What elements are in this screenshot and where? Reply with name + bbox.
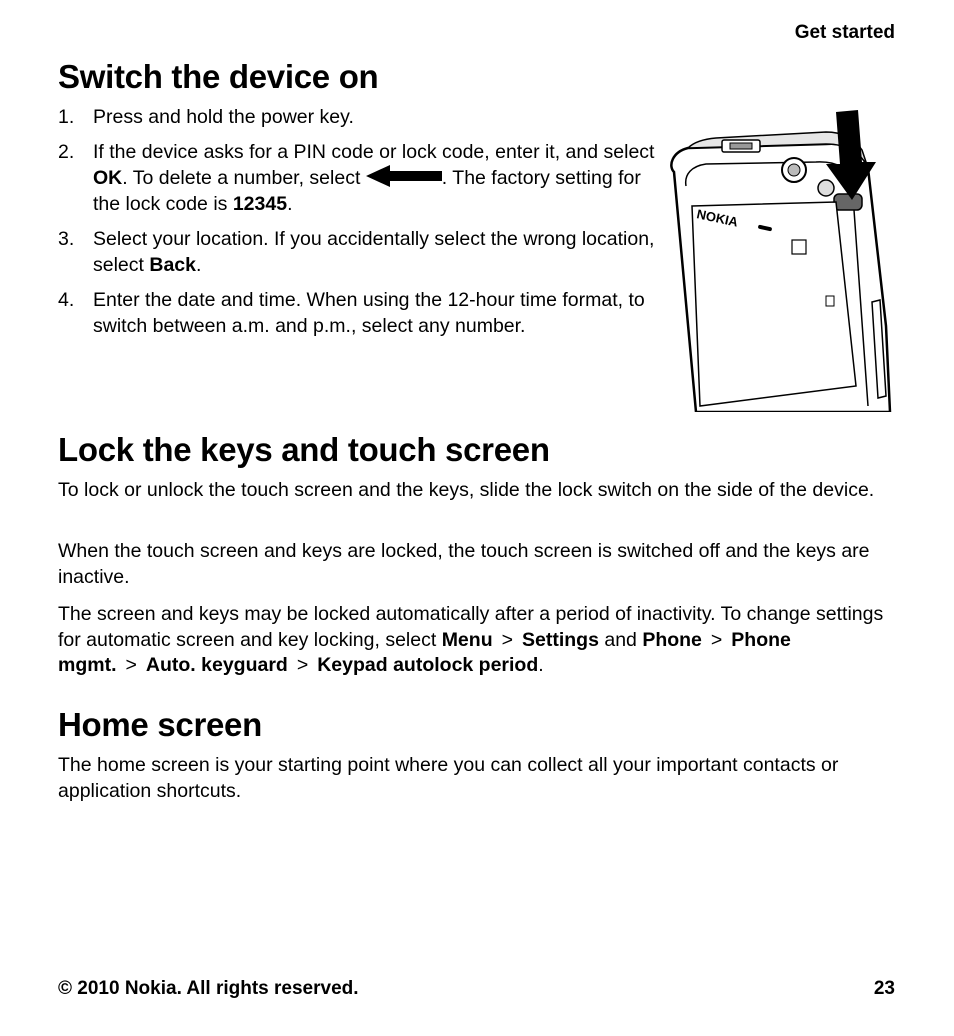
phone-power-key-illustration xyxy=(666,106,896,412)
step-number: 3. xyxy=(58,228,75,250)
lock-paragraph-3: The screen and keys may be locked automatically after a period of inactivity. To change settings for automatic screen and key locking, select Menu > Settings and Phone > Phone mgmt. > Auto. keyguard > Keypad autolock period. xyxy=(58,603,884,676)
menu-path-item: Settings xyxy=(522,628,599,651)
back-label: Back xyxy=(149,254,196,276)
menu-path-item: Phone xyxy=(642,628,702,651)
lock-code-value: 12345 xyxy=(232,193,288,215)
section-title-home-screen: Home screen xyxy=(58,706,262,743)
home-paragraph-1: The home screen is your starting point where you can collect all your important contacts or application shortcuts. xyxy=(58,754,839,802)
phone-logo: NOKIA xyxy=(695,206,740,230)
step-text: Enter the date and time. When using the 12-hour time format, to switch between a.m. and p.m., select any number. xyxy=(93,289,645,337)
list-item xyxy=(58,226,662,278)
steps-list xyxy=(58,104,662,348)
menu-path-item: Phone mgmt. xyxy=(58,628,791,676)
step-number: 4. xyxy=(58,289,75,311)
running-head: Get started xyxy=(794,22,895,43)
footer-copyright: © 2010 Nokia. All rights reserved. xyxy=(58,978,359,999)
step-text: Select your location. If you accidentally select the wrong location, select Back. xyxy=(93,228,655,276)
section-title-lock-keys: Lock the keys and touch screen xyxy=(58,431,550,468)
menu-path-item: Auto. keyguard xyxy=(145,654,288,676)
step-number: 1. xyxy=(58,106,75,128)
step-text: Press and hold the power key. xyxy=(93,106,354,128)
back-arrow-icon xyxy=(366,165,442,187)
menu-path-item: Menu xyxy=(441,628,493,651)
lock-paragraph-2: When the touch screen and keys are locked, the touch screen is switched off and the keys are inactive. xyxy=(58,540,870,588)
list-item xyxy=(58,139,662,217)
step-number: 2. xyxy=(58,141,75,163)
list-item xyxy=(58,287,662,339)
lock-paragraph-1: To lock or unlock the touch screen and the keys, slide the lock switch on the side of the device. xyxy=(58,479,875,501)
page-number: 23 xyxy=(873,978,895,999)
list-item xyxy=(58,104,662,130)
menu-path-item: Keypad autolock period xyxy=(317,654,539,676)
ok-label: OK xyxy=(93,167,123,189)
section-title-switch-on: Switch the device on xyxy=(58,58,379,95)
step-text: If the device asks for a PIN code or lock code, enter it, and select OK. To delete a number, select . The factory setting for the lock code is 12345. xyxy=(93,141,655,215)
